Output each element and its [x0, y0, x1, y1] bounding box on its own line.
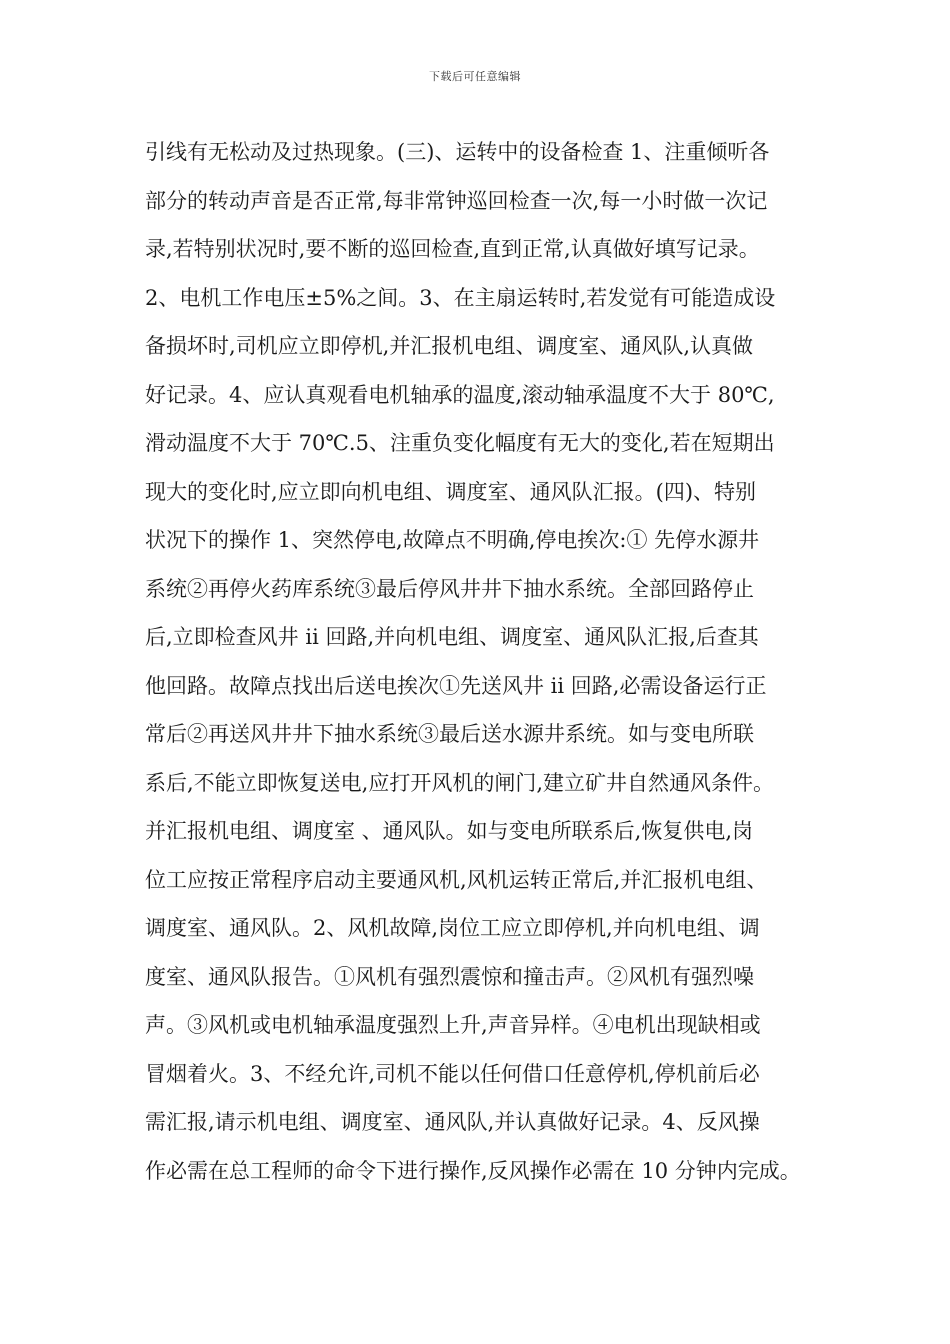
text-line: 位工应按正常程序启动主要通风机,风机运转正常后,并汇报机电组、: [145, 867, 768, 892]
document-body: [145, 128, 825, 1195]
text-line: 后,立即检查风井 ii 回路,并向机电组、调度室、通风队汇报,后查其: [145, 625, 759, 649]
text-line: 并汇报机电组、调度室 、通风队。如与变电所联系后,恢复供电,岗: [145, 819, 754, 843]
text-line: 引线有无松动及过热现象。(三)、运转中的设备检查 1、注重倾听各: [145, 140, 770, 164]
text-line: 备损坏时,司机应立即停机,并汇报机电组、调度室、通风队,认真做: [145, 334, 754, 358]
text-line: 调度室、通风队。2、风机故障,岗位工应立即停机,并向机电组、调: [145, 916, 760, 940]
text-line: 系后,不能立即恢复送电,应打开风机的闸门,建立矿井自然通风条件。: [145, 770, 775, 795]
text-line: 声。③风机或电机轴承温度强烈上升,声音异样。④电机出现缺相或: [145, 1013, 761, 1037]
text-line: 现大的变化时,应立即向机电组、调度室、通风队汇报。(四)、特别: [145, 479, 757, 504]
text-line: 2、电机工作电压±5%之间。3、在主扇运转时,若发觉有可能造成设: [145, 285, 776, 310]
text-line: 他回路。故障点找出后送电挨次①先送风井 ii 回路,必需设备运行正: [145, 673, 767, 698]
text-line: 系统②再停火药库系统③最后停风井井下抽水系统。全部回路停止: [145, 576, 754, 601]
text-line: 部分的转动声音是否正常,每非常钟巡回检查一次,每一小时做一次记: [145, 188, 768, 213]
text-line: 需汇报,请示机电组、调度室、通风队,并认真做好记录。4、反风操: [145, 1110, 760, 1134]
text-line: 状况下的操作 1、突然停电,故障点不明确,停电挨次:① 先停水源井: [145, 528, 760, 552]
text-line: 常后②再送风井井下抽水系统③最后送水源井系统。如与变电所联: [145, 722, 754, 746]
text-line: 好记录。4、应认真观看电机轴承的温度,滚动轴承温度不大于 80℃,: [145, 382, 775, 407]
text-line: 滑动温度不大于 70℃.5、注重负变化幅度有无大的变化,若在短期出: [145, 431, 775, 455]
page-header: 下载后可任意编辑: [429, 70, 521, 83]
text-line: 作必需在总工程师的命令下进行操作,反风操作必需在 10 分钟内完成。: [145, 1158, 801, 1183]
text-line: 冒烟着火。3、不经允许,司机不能以任何借口任意停机,停机前后必: [145, 1061, 760, 1086]
text-line: 度室、通风队报告。①风机有强烈震惊和撞击声。②风机有强烈噪: [145, 964, 754, 989]
text-line: 录,若特别状况时,要不断的巡回检查,直到正常,认真做好填写记录。: [145, 237, 760, 261]
